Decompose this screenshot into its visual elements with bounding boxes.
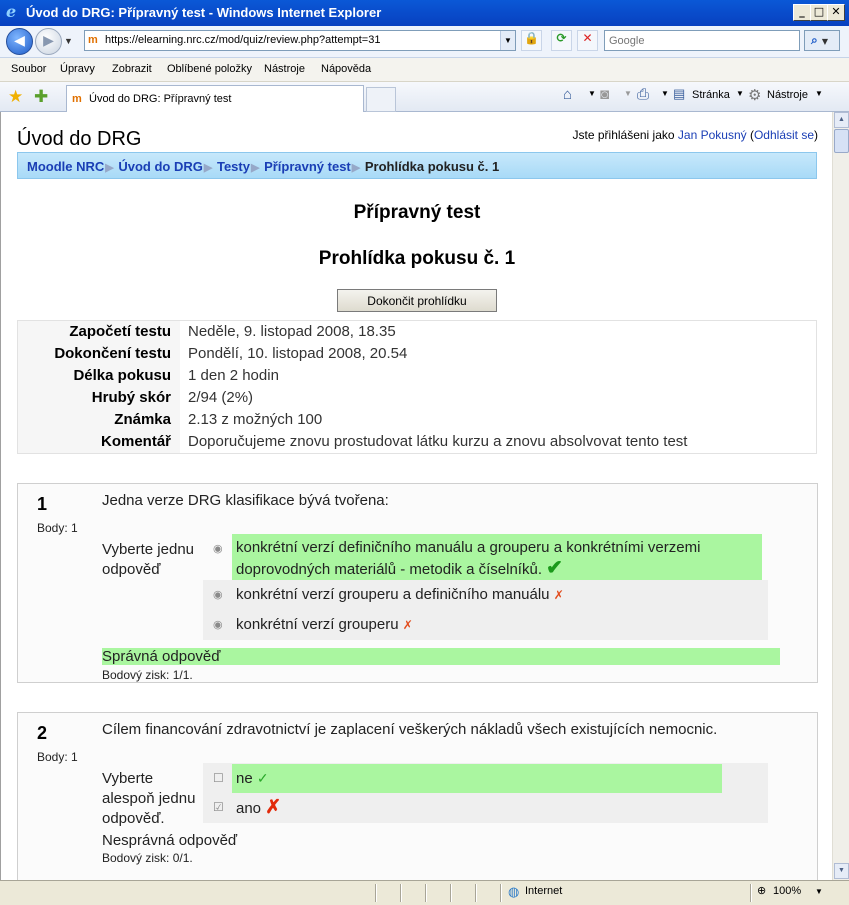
answer-line: doprovodných materiálů - metodik a číselníků. — [236, 561, 542, 578]
answer-line: konkrétní verzí definičního manuálu a grouperu a konkrétními verzemi — [236, 539, 701, 556]
status-divider — [475, 884, 477, 902]
feeds-icon[interactable]: ◙ — [600, 86, 610, 103]
crumb-separator-icon: ▶ — [250, 162, 260, 174]
answer-label — [232, 534, 762, 584]
summary-value: Pondělí, 10. listopad 2008, 20.54 — [180, 343, 816, 365]
score-text: Bodový zisk: 1/1. — [102, 668, 193, 682]
login-prefix: Jste přihlášeni jako — [572, 128, 678, 142]
answer-label — [232, 764, 722, 793]
answer-label — [232, 794, 285, 823]
summary-label: Hrubý skór — [91, 389, 171, 406]
summary-row — [18, 365, 816, 387]
menu-file[interactable]: Soubor — [11, 63, 47, 75]
wrong-cross-icon: ✗ — [265, 797, 282, 818]
search-box[interactable] — [604, 30, 800, 51]
crumb-separator-icon: ▶ — [203, 162, 213, 174]
summary-value: 2.13 z možných 100 — [180, 409, 816, 431]
globe-icon: ◍ — [508, 884, 520, 899]
question-number: 1 — [37, 494, 48, 514]
status-bar — [0, 880, 849, 905]
answer-option-2[interactable] — [203, 793, 768, 823]
question-number: 2 — [37, 723, 48, 743]
favorites-star-icon[interactable]: ★ — [8, 87, 24, 106]
tools-menu[interactable]: Nástroje — [767, 89, 808, 101]
answer-line: konkrétní verzí grouperu — [236, 616, 399, 633]
menu-help[interactable]: Nápověda — [321, 63, 372, 75]
finish-review-button[interactable]: Dokončit prohlídku — [337, 289, 497, 312]
status-divider — [450, 884, 452, 902]
attempt-summary-table — [17, 320, 817, 454]
zoom-dropdown-icon[interactable]: ▼ — [815, 887, 823, 896]
menu-view[interactable]: Zobrazit — [112, 63, 152, 75]
prompt-line: Vyberte — [102, 770, 154, 787]
history-dropdown-icon[interactable]: ▼ — [64, 36, 73, 46]
refresh-icon[interactable]: ⟳ — [551, 30, 572, 51]
close-button[interactable]: ✕ — [827, 4, 845, 21]
crumb-course[interactable]: Úvod do DRG — [118, 159, 203, 174]
crumb-moodle[interactable]: Moodle NRC — [27, 159, 105, 174]
user-link[interactable]: Jan Pokusný — [677, 128, 747, 142]
scroll-down-icon[interactable]: ▼ — [834, 863, 849, 879]
checkbox-icon[interactable]: ☐ — [213, 771, 224, 785]
summary-row — [18, 431, 816, 453]
radio-icon[interactable]: ◉ — [213, 619, 223, 631]
question-1 — [17, 483, 818, 683]
summary-row — [18, 321, 816, 343]
page-icon[interactable]: ▤ — [673, 86, 686, 101]
summary-label: Známka — [114, 411, 171, 428]
new-tab-button[interactable] — [366, 87, 396, 112]
prompt-line: odpověď — [102, 561, 161, 578]
score-text: Bodový zisk: 0/1. — [102, 851, 193, 865]
add-favorite-icon[interactable]: ✚ — [34, 87, 49, 106]
menu-edit[interactable]: Úpravy — [60, 63, 95, 75]
question-text: Cílem financování zdravotnictví je zaplacení veškerých nákladů všech existujících nemocnic. — [102, 721, 718, 738]
forward-button[interactable]: ▶ — [35, 28, 62, 55]
answer-prompt — [102, 769, 195, 829]
maximize-button[interactable]: □ — [810, 4, 828, 21]
radio-selected-icon[interactable]: ◉ — [213, 543, 223, 555]
checkbox-checked-icon[interactable]: ☑ — [213, 800, 224, 814]
address-toolbar — [0, 26, 849, 58]
summary-label: Započetí testu — [69, 323, 171, 340]
question-2 — [17, 712, 818, 880]
correct-check-icon: ✓ — [256, 770, 269, 786]
correct-check-icon: ✔ — [546, 557, 563, 579]
logout-link[interactable]: Odhlásit se — [753, 128, 814, 142]
menu-favorites[interactable]: Oblíbené položky — [167, 63, 252, 75]
result-text: Správná odpověď — [102, 648, 780, 665]
moodle-icon: m — [88, 34, 98, 46]
lock-icon[interactable]: 🔒 — [521, 30, 542, 51]
summary-label: Dokončení testu — [54, 345, 171, 362]
status-divider — [400, 884, 402, 902]
address-dropdown-icon[interactable]: ▼ — [500, 31, 515, 50]
prompt-line: alespoň jednu — [102, 790, 196, 807]
summary-value: 2/94 (2%) — [180, 387, 816, 409]
summary-value: Neděle, 9. listopad 2008, 18.35 — [180, 321, 816, 343]
wrong-cross-icon: ✗ — [402, 618, 413, 632]
answer-label — [232, 581, 568, 609]
question-points: Body: 1 — [37, 750, 78, 764]
feeds-dropdown-icon[interactable]: ▼ — [624, 89, 632, 98]
status-divider — [750, 884, 752, 902]
prompt-line: odpověď. — [102, 810, 165, 827]
menu-tools[interactable]: Nástroje — [264, 63, 305, 75]
search-input[interactable] — [605, 31, 795, 50]
url-text[interactable]: https://elearning.nrc.cz/mod/quiz/review.php?attempt=31 — [105, 34, 381, 46]
answer-option-2[interactable] — [203, 580, 768, 610]
answer-option-1[interactable] — [203, 534, 768, 582]
ie-icon: e — [6, 2, 17, 21]
summary-label: Komentář — [100, 433, 171, 450]
zoom-icon[interactable]: ⊕ — [757, 885, 767, 897]
summary-row — [18, 409, 816, 431]
status-divider — [425, 884, 427, 902]
answer-line: ano — [236, 800, 262, 817]
crumb-current: Prohlídka pokusu č. 1 — [364, 159, 500, 174]
crumb-separator-icon: ▶ — [105, 162, 114, 174]
minimize-button[interactable]: _ — [793, 4, 811, 21]
summary-label: Délka pokusu — [73, 367, 171, 384]
window-title: Úvod do DRG: Přípravný test - Windows Internet Explorer — [26, 5, 382, 20]
answer-option-1[interactable] — [203, 763, 768, 793]
window-titlebar — [0, 0, 849, 26]
search-icon[interactable]: ⌕ ▼ — [804, 30, 840, 51]
site-title: Úvod do DRG — [17, 128, 142, 150]
moodle-icon: m — [72, 93, 82, 105]
scroll-thumb[interactable] — [834, 129, 849, 153]
summary-value: 1 den 2 hodin — [180, 365, 816, 387]
result-text: Nesprávná odpověď — [102, 832, 238, 849]
tab-label: Úvod do DRG: Přípravný test — [89, 93, 232, 105]
login-info: Jste přihlášeni jako Jan Pokusný (Odhlásit se) — [572, 128, 818, 142]
summary-value: Doporučujeme znovu prostudovat látku kurzu a znovu absolvovat tento test — [180, 431, 816, 453]
status-divider — [375, 884, 377, 902]
scroll-up-icon[interactable]: ▲ — [834, 112, 849, 128]
vertical-scrollbar[interactable] — [832, 112, 849, 880]
menu-bar — [0, 58, 849, 82]
tab-active[interactable] — [66, 85, 364, 112]
answer-line: konkrétní verzí grouperu a definičního manuálu — [236, 586, 550, 603]
answer-option-3[interactable] — [203, 610, 768, 640]
radio-icon[interactable]: ◉ — [213, 589, 223, 601]
zoom-level[interactable]: 100% — [773, 885, 802, 897]
breadcrumb — [17, 152, 817, 179]
tools-dropdown-icon[interactable]: ▼ — [815, 89, 823, 98]
answer-label — [232, 611, 417, 639]
home-icon[interactable]: ⌂ — [563, 86, 573, 103]
page-menu[interactable]: Stránka — [692, 89, 730, 101]
crumb-separator-icon: ▶ — [351, 162, 361, 174]
back-button[interactable]: ◀ — [6, 28, 33, 55]
question-text: Jedna verze DRG klasifikace bývá tvořena: — [102, 492, 389, 509]
print-icon[interactable]: ⎙ — [637, 86, 650, 103]
page-content — [0, 112, 832, 880]
home-dropdown-icon[interactable]: ▼ — [588, 89, 596, 98]
print-dropdown-icon[interactable]: ▼ — [661, 89, 669, 98]
wrong-cross-icon: ✗ — [553, 588, 564, 602]
address-bar[interactable] — [84, 30, 516, 51]
summary-row — [18, 343, 816, 365]
page-title: Přípravný test — [353, 202, 481, 223]
page-subtitle: Prohlídka pokusu č. 1 — [318, 248, 516, 269]
security-zone: Internet — [525, 885, 563, 897]
stop-icon[interactable]: ✕ — [577, 30, 598, 51]
summary-row — [18, 387, 816, 409]
answer-prompt — [102, 540, 194, 580]
status-divider — [500, 884, 502, 902]
answer-line: ne — [236, 770, 253, 787]
prompt-line: Vyberte jednu — [102, 541, 195, 558]
tab-bar — [0, 82, 849, 112]
question-points: Body: 1 — [37, 521, 78, 535]
crumb-quiz[interactable]: Přípravný test — [264, 159, 351, 174]
gear-icon[interactable]: ⚙ — [748, 87, 762, 104]
page-dropdown-icon[interactable]: ▼ — [736, 89, 744, 98]
crumb-quizzes[interactable]: Testy — [216, 159, 250, 174]
